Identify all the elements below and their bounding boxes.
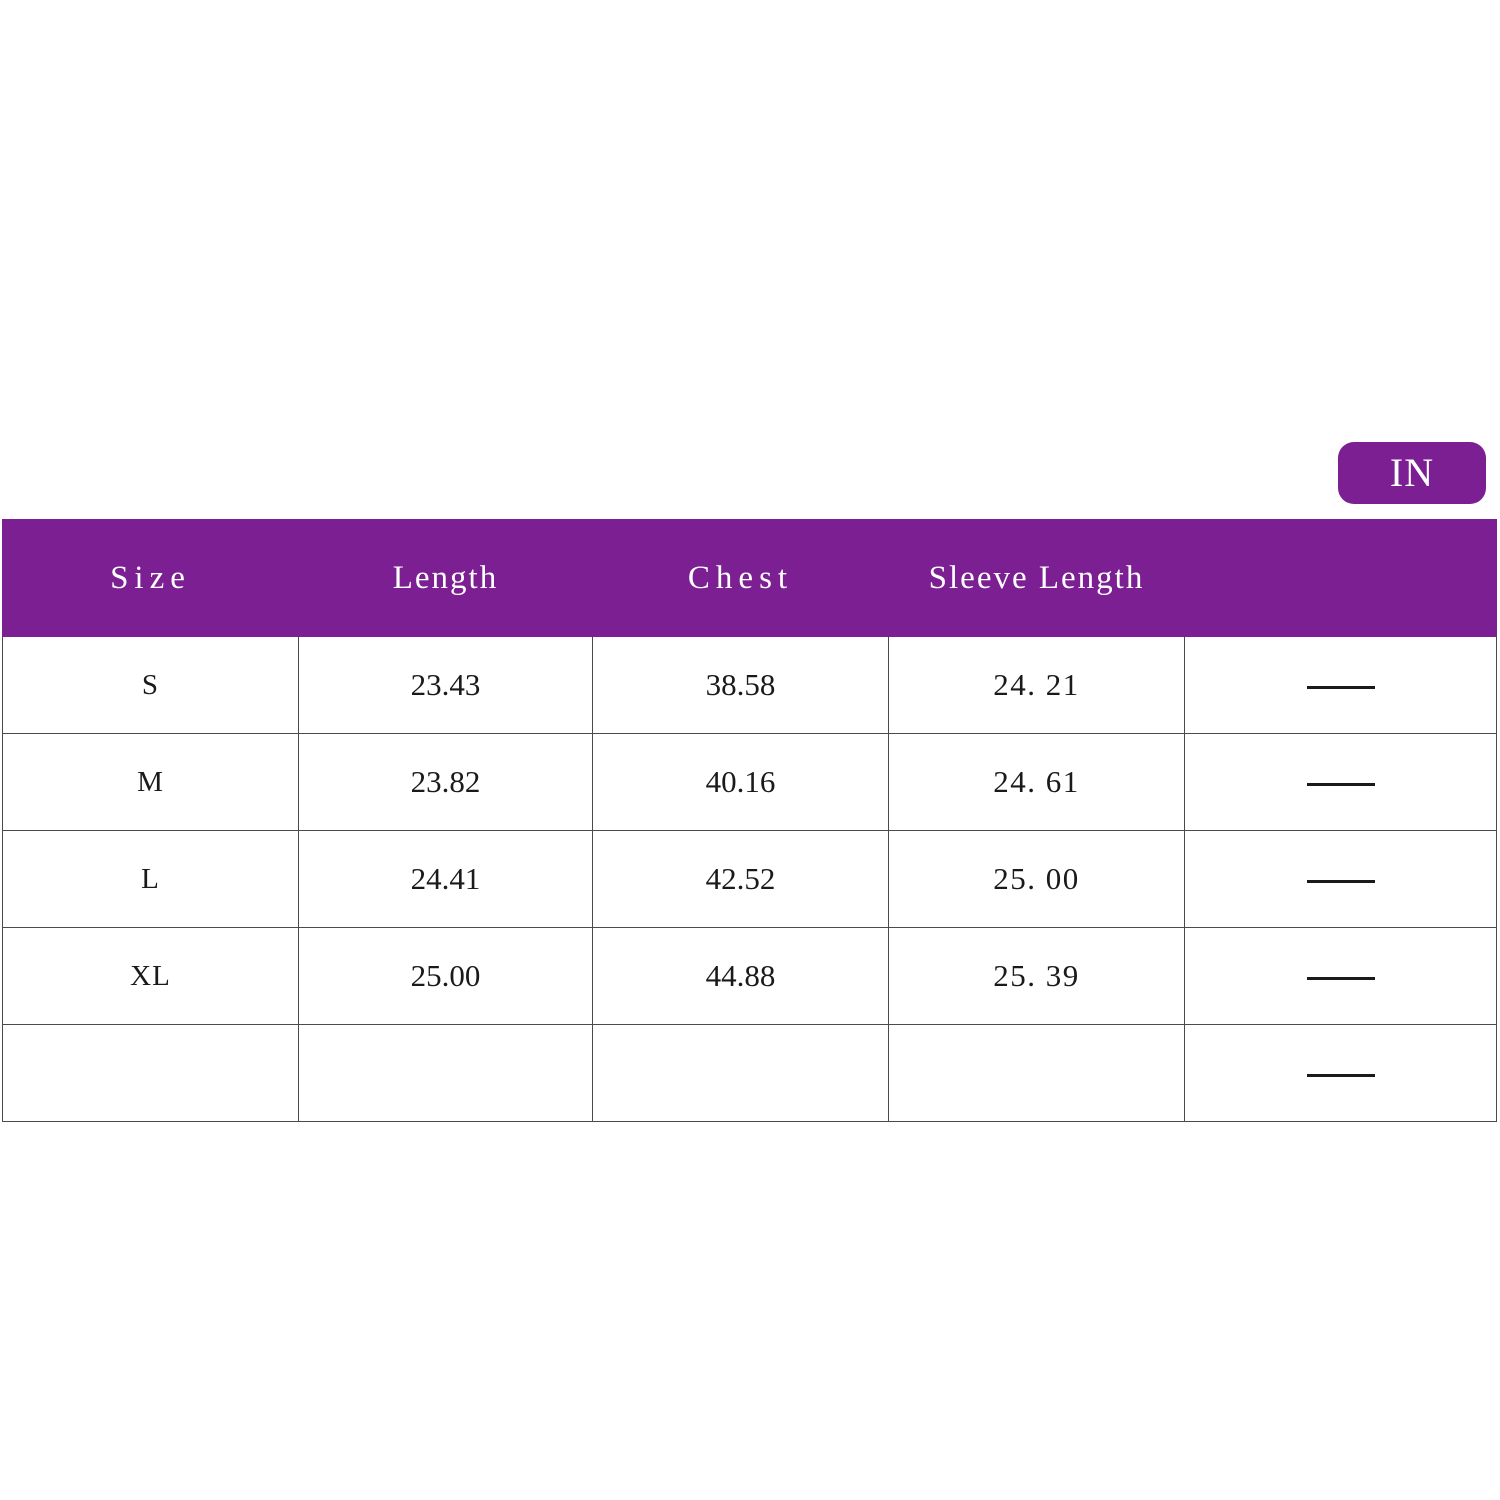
dash-icon bbox=[1307, 686, 1375, 689]
cell-sleeve-length bbox=[889, 1025, 1185, 1122]
column-header-length: Length bbox=[299, 520, 593, 637]
cell-length: 23.43 bbox=[299, 637, 593, 734]
dash-icon bbox=[1307, 1074, 1375, 1077]
cell-sleeve-length: 25. 00 bbox=[889, 831, 1185, 928]
table-row bbox=[3, 637, 1497, 734]
cell-chest bbox=[593, 1025, 889, 1122]
column-header-sleeve-length: Sleeve Length bbox=[889, 520, 1185, 637]
cell-chest: 42.52 bbox=[593, 831, 889, 928]
table-row bbox=[3, 734, 1497, 831]
cell-extra bbox=[1185, 831, 1497, 928]
column-header-blank bbox=[1185, 520, 1497, 637]
cell-length: 23.82 bbox=[299, 734, 593, 831]
cell-size: XL bbox=[3, 928, 299, 1025]
cell-extra bbox=[1185, 637, 1497, 734]
dash-icon bbox=[1307, 880, 1375, 883]
cell-chest: 44.88 bbox=[593, 928, 889, 1025]
cell-length: 24.41 bbox=[299, 831, 593, 928]
cell-length: 25.00 bbox=[299, 928, 593, 1025]
cell-extra bbox=[1185, 928, 1497, 1025]
column-header-chest: Chest bbox=[593, 520, 889, 637]
column-header-size: Size bbox=[3, 520, 299, 637]
cell-sleeve-length: 24. 61 bbox=[889, 734, 1185, 831]
cell-size: L bbox=[3, 831, 299, 928]
size-chart-table bbox=[2, 519, 1497, 1122]
cell-length bbox=[299, 1025, 593, 1122]
cell-size bbox=[3, 1025, 299, 1122]
cell-size: S bbox=[3, 637, 299, 734]
dash-icon bbox=[1307, 783, 1375, 786]
cell-chest: 40.16 bbox=[593, 734, 889, 831]
cell-extra bbox=[1185, 1025, 1497, 1122]
header-row bbox=[3, 520, 1497, 637]
table-row bbox=[3, 928, 1497, 1025]
table-row bbox=[3, 1025, 1497, 1122]
cell-extra bbox=[1185, 734, 1497, 831]
cell-size: M bbox=[3, 734, 299, 831]
cell-chest: 38.58 bbox=[593, 637, 889, 734]
dash-icon bbox=[1307, 977, 1375, 980]
unit-badge bbox=[1338, 442, 1486, 504]
table-body bbox=[3, 637, 1497, 1122]
cell-sleeve-length: 24. 21 bbox=[889, 637, 1185, 734]
unit-badge-label: IN bbox=[1389, 450, 1435, 495]
table-row bbox=[3, 831, 1497, 928]
cell-sleeve-length: 25. 39 bbox=[889, 928, 1185, 1025]
table-header bbox=[3, 520, 1497, 637]
